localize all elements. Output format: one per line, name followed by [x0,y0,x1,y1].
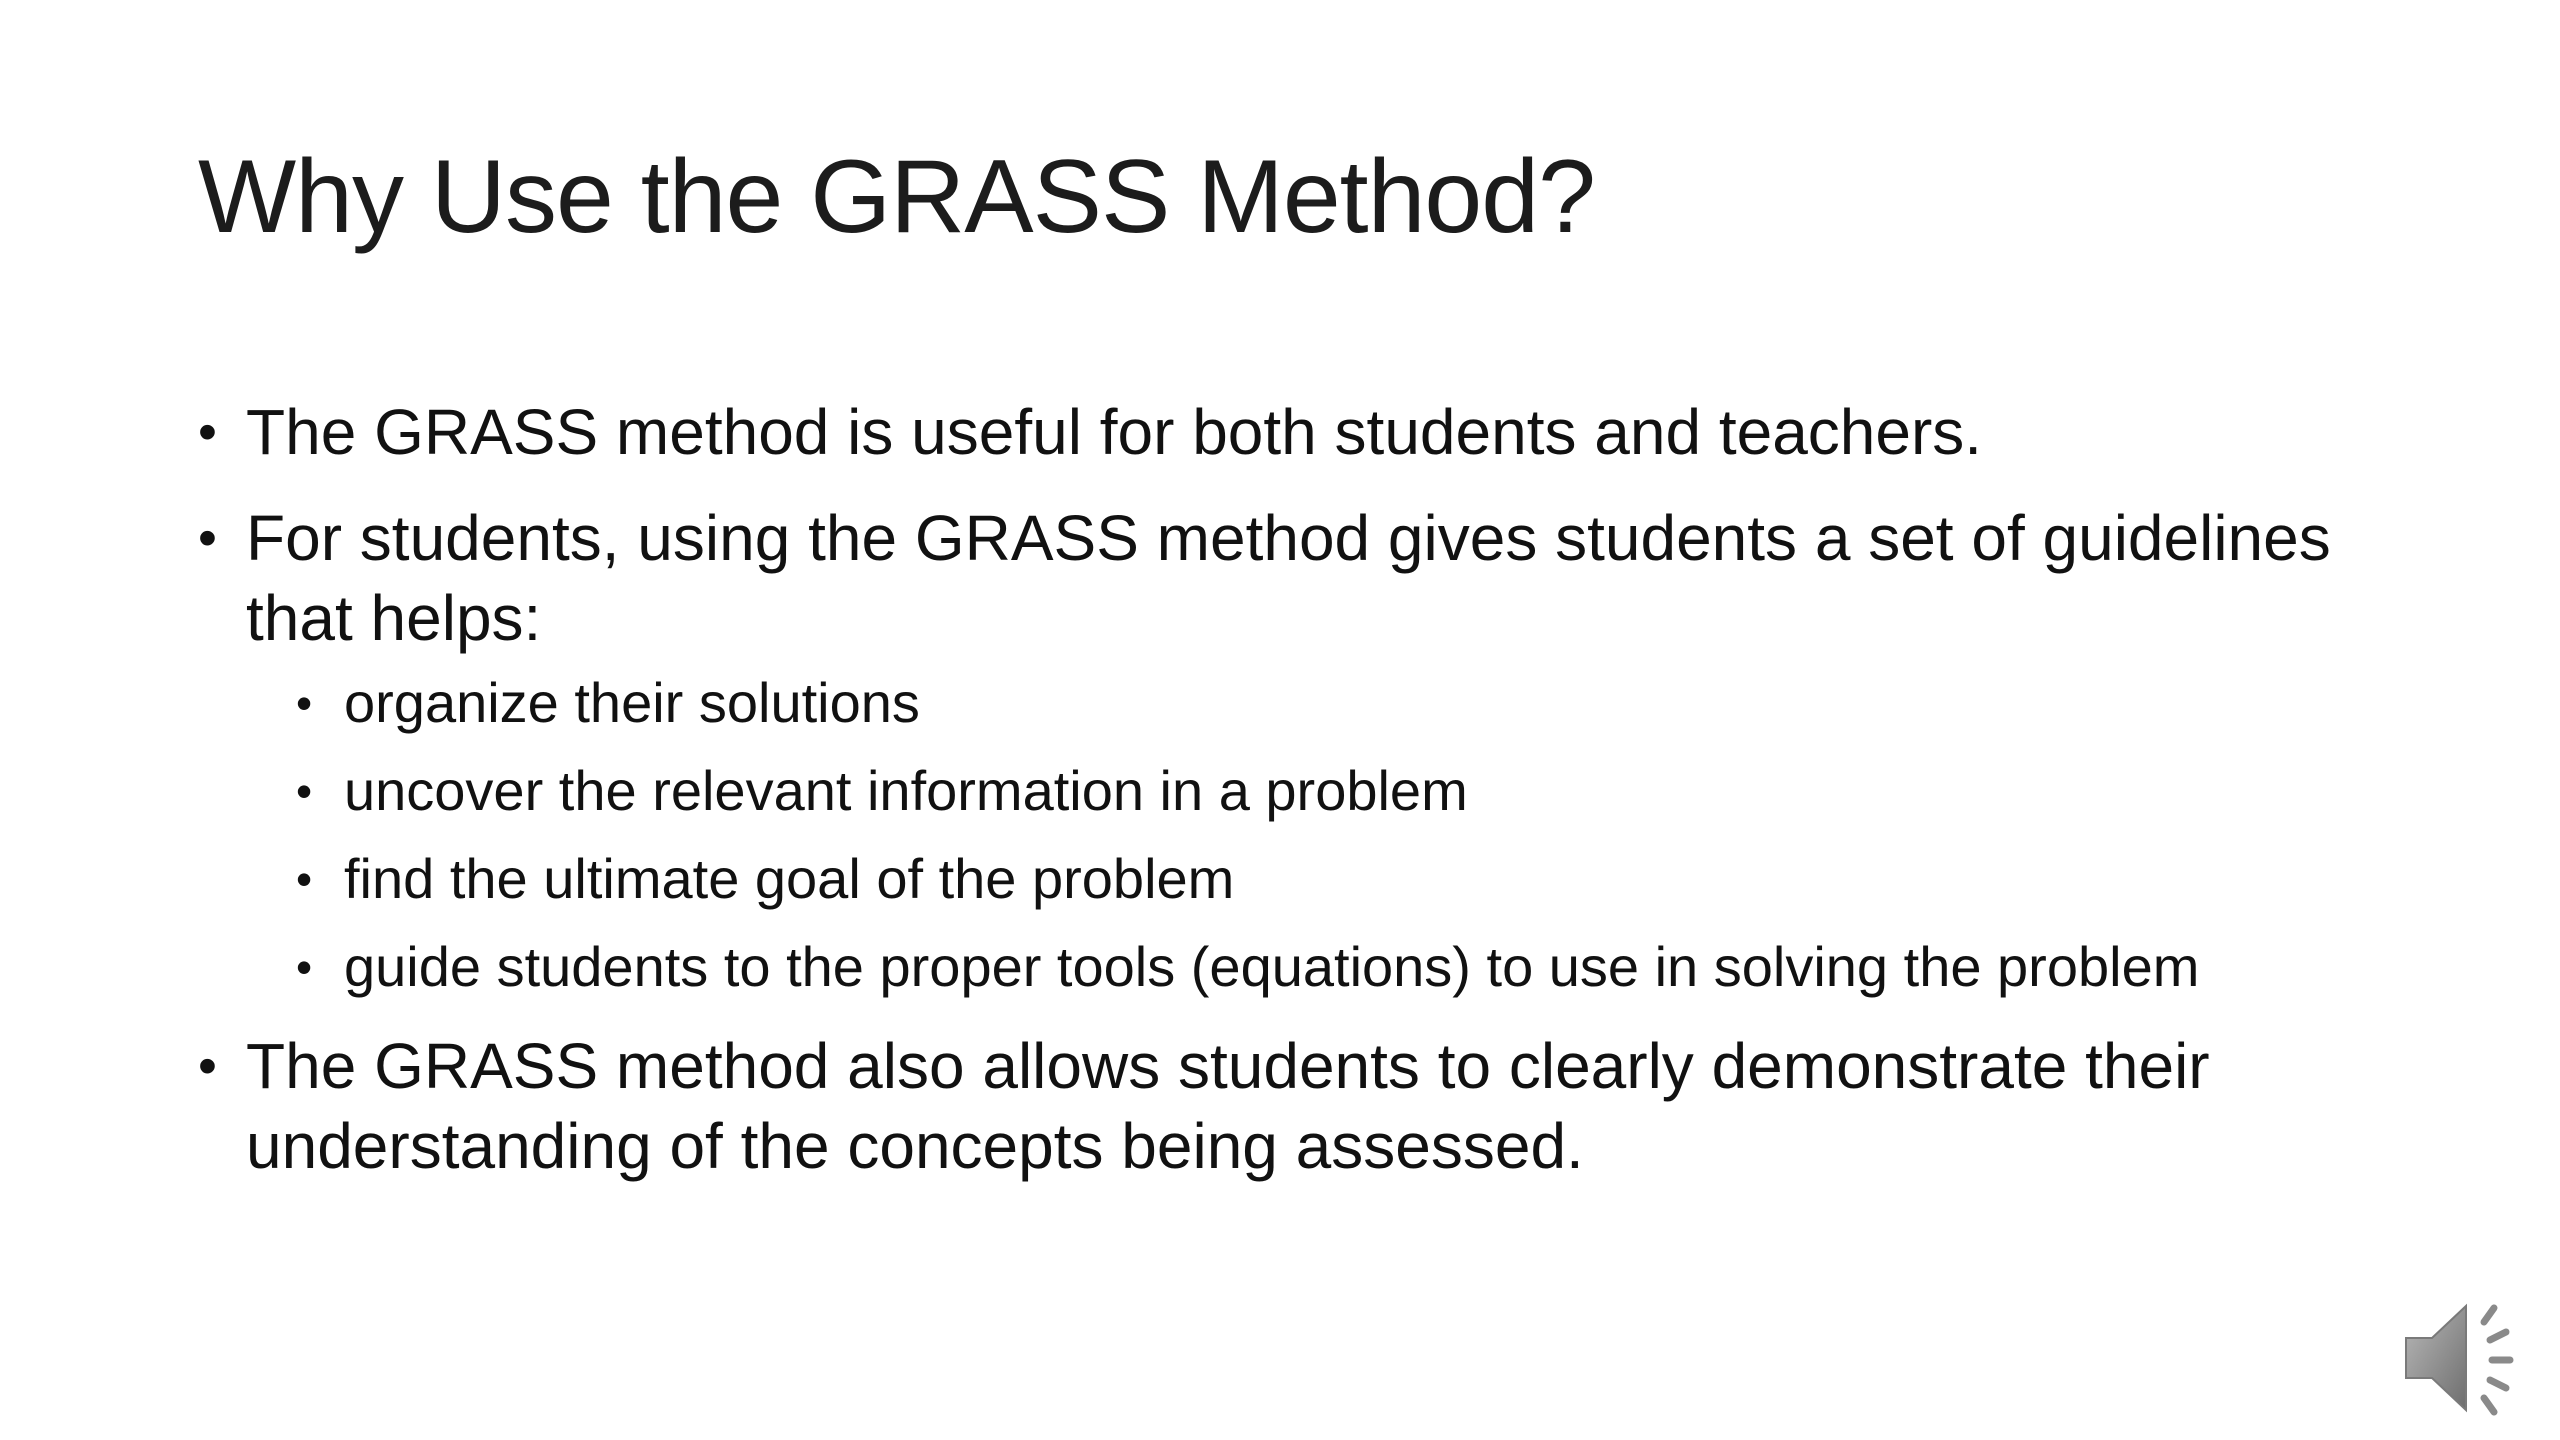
bullet-item [198,1026,2418,1186]
bullet-item [198,498,2418,658]
sub-bullet-marker: • [296,853,313,905]
sub-bullet-marker: • [296,677,313,729]
sub-bullet-item [198,666,2418,740]
bullet-marker: • [198,508,217,568]
sub-bullet-item [198,842,2418,916]
bullet-list [198,392,2418,1212]
speaker-icon[interactable] [2396,1288,2536,1428]
sub-bullet-marker: • [296,765,313,817]
bullet-marker: • [198,1036,217,1096]
bullet-text: The GRASS method also allows students to clearly demonstrate their understanding of the concepts being assessed. [246,1030,2210,1182]
sub-bullet-text: organize their solutions [344,671,920,734]
slide-title: Why Use the GRASS Method? [198,139,1595,255]
sub-bullet-text: find the ultimate goal of the problem [344,847,1235,910]
bullet-text: The GRASS method is useful for both students and teachers. [246,396,1983,468]
sub-bullet-list [198,666,2418,1004]
bullet-text: For students, using the GRASS method gives students a set of guidelines that helps: [246,502,2331,654]
sub-bullet-text: uncover the relevant information in a problem [344,759,1468,822]
bullet-marker: • [198,402,217,462]
sub-bullet-marker: • [296,941,313,993]
bullet-item [198,392,2418,472]
sub-bullet-text: guide students to the proper tools (equations) to use in solving the problem [344,935,2200,998]
sub-bullet-item [198,930,2418,1004]
sub-bullet-item [198,754,2418,828]
